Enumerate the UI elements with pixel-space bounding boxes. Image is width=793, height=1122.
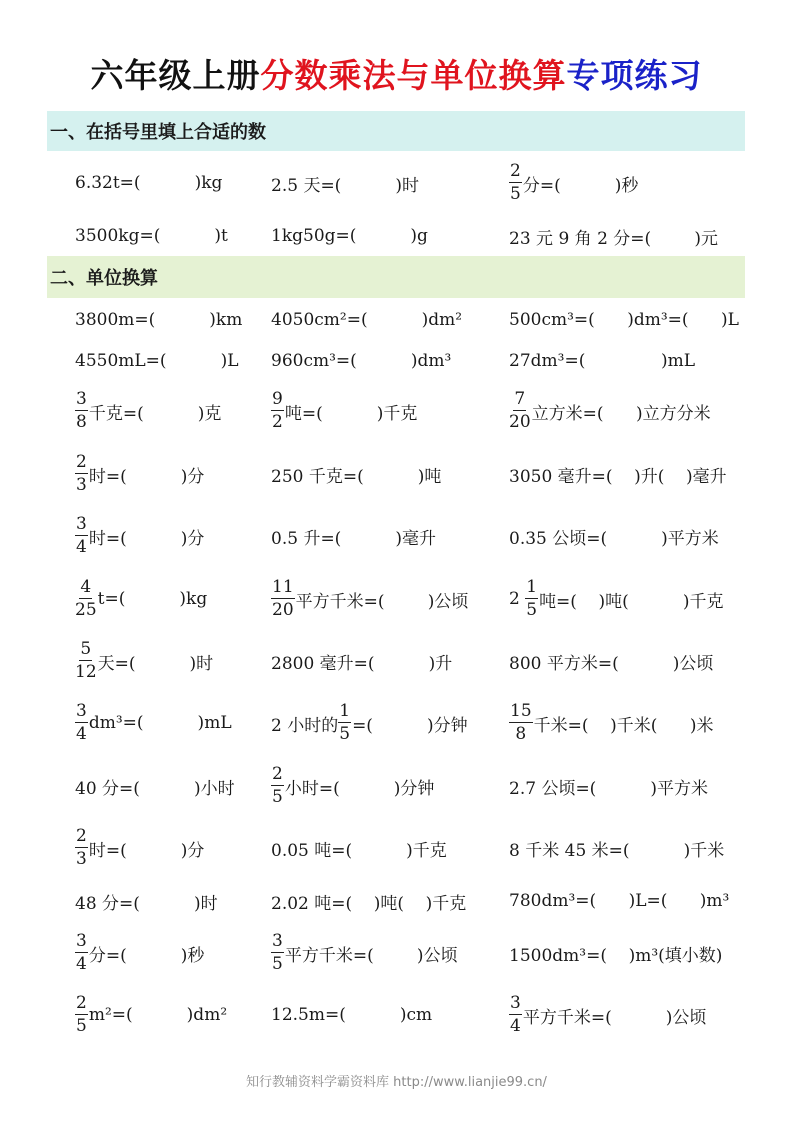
fraction (271, 933, 284, 973)
exercise-item (75, 391, 221, 431)
exercise-item (509, 703, 713, 743)
fraction-numerator: 3 (272, 931, 283, 951)
fraction (75, 703, 88, 743)
exercise-text: 6.32t=( )kg (75, 173, 223, 193)
fraction (75, 579, 97, 619)
exercise-item (75, 774, 235, 799)
exercise-text: 2.02 吨=( )吨( )千克 (271, 893, 467, 914)
exercise-item (509, 310, 739, 330)
fraction-denominator: 5 (76, 1016, 87, 1036)
exercise-text: m²=( )dm² (88, 1005, 228, 1025)
exercise-text: 780dm³=( )L=( )m³ (509, 891, 730, 911)
exercise-item (509, 836, 724, 861)
exercise-text: t=( )kg (97, 589, 208, 609)
exercise-text: 千克=( )克 (88, 403, 222, 424)
fraction-denominator: 2 (272, 412, 283, 432)
fraction-denominator: 3 (76, 475, 87, 495)
exercise-text: 时=( )分 (88, 840, 205, 861)
exercise-text: 0.05 吨=( )千克 (271, 840, 447, 861)
fraction (525, 579, 538, 619)
exercise-item (75, 226, 228, 246)
fraction-numerator: 3 (76, 389, 87, 409)
fraction-numerator: 2 (76, 826, 87, 846)
title-part1: 六年级上册 (90, 56, 261, 95)
fraction (338, 703, 351, 743)
exercise-text: 3500kg=( )t (75, 226, 228, 246)
fraction (75, 516, 88, 556)
exercise-text: 3050 毫升=( )升( )毫升 (509, 466, 727, 487)
exercise-item (271, 462, 441, 487)
section-heading-unit-conversion: 二、单位换算 (47, 256, 745, 298)
fraction-numerator: 3 (76, 701, 87, 721)
exercise-item (271, 649, 452, 674)
section-heading-fill-blanks: 一、在括号里填上合适的数 (47, 111, 745, 151)
exercise-text: 吨=( )吨( )千克 (539, 591, 724, 612)
exercise-prefix: 2 小时的 (271, 715, 339, 736)
fraction-numerator: 1 (526, 577, 538, 597)
fraction (271, 579, 295, 619)
exercise-item (509, 774, 708, 799)
exercise-item (271, 703, 468, 743)
fraction-denominator: 5 (272, 787, 283, 807)
exercise-item (75, 173, 222, 193)
exercise-item (75, 703, 232, 743)
fraction-numerator: 2 (272, 764, 283, 784)
exercise-text: 千米=( )千米( )米 (533, 715, 714, 736)
fraction-denominator: 5 (526, 600, 538, 620)
exercise-text: 4550mL=( )L (75, 351, 239, 371)
fraction-numerator: 5 (80, 639, 92, 659)
fraction-denominator: 4 (76, 537, 87, 557)
fraction-denominator: 12 (75, 662, 97, 682)
exercise-text: 2.5 天=( )时 (271, 175, 419, 196)
exercise-item (271, 579, 468, 619)
fraction-numerator: 3 (510, 993, 521, 1013)
fraction (509, 703, 533, 743)
exercise-text: dm³=( )mL (88, 713, 232, 733)
exercise-item (271, 310, 462, 330)
exercise-item (75, 828, 204, 868)
exercise-text: 时=( )分 (88, 528, 205, 549)
exercise-item (509, 351, 695, 371)
exercise-text: 8 千米 45 米=( )千米 (509, 840, 725, 861)
exercise-text: 平方千米=( )公顷 (522, 1007, 707, 1028)
fraction (75, 995, 88, 1035)
fraction-denominator: 4 (510, 1016, 521, 1036)
exercise-item (509, 524, 719, 549)
exercise-text: 23 元 9 角 2 分=( )元 (509, 228, 719, 249)
exercise-text: 48 分=( )时 (75, 893, 218, 914)
fraction-numerator: 4 (80, 577, 92, 597)
exercise-item (509, 649, 713, 674)
fraction-denominator: 20 (272, 600, 294, 620)
exercise-item (75, 933, 204, 973)
exercise-item (271, 766, 434, 806)
fraction-denominator: 5 (339, 724, 351, 744)
exercise-text: 吨=( )千克 (284, 403, 418, 424)
fraction (509, 391, 531, 431)
exercise-item (75, 579, 207, 619)
exercise-item (75, 995, 227, 1035)
exercise-text: 时=( )分 (88, 466, 205, 487)
exercise-item (271, 226, 428, 246)
exercise-item (75, 310, 242, 330)
footer-watermark: 知行教辅资料学霸资料库 http://www.lianjie99.cn/ (246, 1075, 547, 1090)
exercise-text: 4050cm²=( )dm² (271, 310, 463, 330)
exercise-text: 1kg50g=( )g (271, 226, 428, 246)
exercise-item (271, 933, 458, 973)
fraction-denominator: 5 (272, 954, 283, 974)
fraction (75, 641, 97, 681)
exercise-item (271, 391, 417, 431)
fraction (75, 391, 88, 431)
fraction (509, 163, 522, 203)
exercise-item (271, 351, 451, 371)
fraction (271, 766, 284, 806)
fraction-denominator: 5 (510, 184, 521, 204)
fraction-numerator: 7 (514, 389, 526, 409)
exercise-text: 平方千米=( )公顷 (295, 591, 469, 612)
exercise-text: 800 平方米=( )公顷 (509, 653, 714, 674)
exercise-text: 2.7 公顷=( )平方米 (509, 778, 708, 799)
exercise-text: 27dm³=( )mL (509, 351, 696, 371)
exercise-text: 960cm³=( )dm³ (271, 351, 452, 371)
exercise-item (271, 524, 436, 549)
fraction (75, 828, 88, 868)
exercise-text: 分=( )秒 (522, 175, 639, 196)
exercise-text: 2800 毫升=( )升 (271, 653, 453, 674)
exercise-item (509, 224, 718, 249)
exercise-item (271, 889, 466, 914)
exercise-text: 1500dm³=( )m³(填小数) (509, 945, 723, 966)
exercise-item (509, 579, 724, 619)
exercise-item (75, 351, 239, 371)
exercise-text: 250 千克=( )吨 (271, 466, 442, 487)
exercise-item (509, 462, 727, 487)
exercise-text: 0.5 升=( )毫升 (271, 528, 436, 549)
fraction (75, 454, 88, 494)
exercise-text: 立方米=( )立方分米 (531, 403, 711, 424)
fraction-denominator: 20 (509, 412, 531, 432)
exercise-item (271, 1005, 432, 1025)
exercise-prefix: 2 (509, 589, 526, 609)
exercise-item (75, 641, 213, 681)
exercise-text: 3800m=( )km (75, 310, 243, 330)
exercise-item (509, 891, 729, 911)
exercise-text: 40 分=( )小时 (75, 778, 235, 799)
exercise-item (75, 454, 204, 494)
fraction-denominator: 8 (515, 724, 527, 744)
exercise-text: 天=( )时 (97, 653, 214, 674)
exercise-item (509, 995, 706, 1035)
fraction-denominator: 4 (76, 724, 87, 744)
fraction (509, 995, 522, 1035)
exercise-text: 0.35 公顷=( )平方米 (509, 528, 719, 549)
exercise-text: 12.5m=( )cm (271, 1005, 433, 1025)
fraction-numerator: 3 (76, 514, 87, 534)
fraction (75, 933, 88, 973)
fraction-numerator: 3 (76, 931, 87, 951)
page-title (0, 50, 793, 97)
fraction-numerator: 11 (272, 577, 294, 597)
fraction-numerator: 2 (76, 452, 87, 472)
title-part2: 分数乘法与单位换算 (260, 56, 567, 95)
exercise-item (509, 391, 711, 431)
fraction-numerator: 2 (76, 993, 87, 1013)
exercise-item (75, 889, 218, 914)
exercise-text: 平方千米=( )公顷 (284, 945, 458, 966)
fraction-denominator: 8 (76, 412, 87, 432)
fraction-numerator: 2 (510, 161, 521, 181)
fraction-denominator: 25 (75, 600, 97, 620)
fraction-numerator: 9 (272, 389, 283, 409)
exercise-text: 小时=( )分钟 (284, 778, 435, 799)
exercise-item (271, 171, 419, 196)
fraction (271, 391, 284, 431)
exercise-text: =( )分钟 (352, 715, 468, 736)
exercise-text: 分=( )秒 (88, 945, 205, 966)
exercise-text: 500cm³=( )dm³=( )L (509, 310, 739, 330)
exercise-item (271, 836, 447, 861)
exercise-item (509, 163, 638, 203)
title-part3: 专项练习 (566, 56, 703, 95)
fraction-denominator: 4 (76, 954, 87, 974)
fraction-numerator: 15 (510, 701, 532, 721)
exercise-item (75, 516, 204, 556)
fraction-numerator: 1 (339, 701, 351, 721)
exercise-item (509, 941, 722, 966)
fraction-denominator: 3 (76, 849, 87, 869)
